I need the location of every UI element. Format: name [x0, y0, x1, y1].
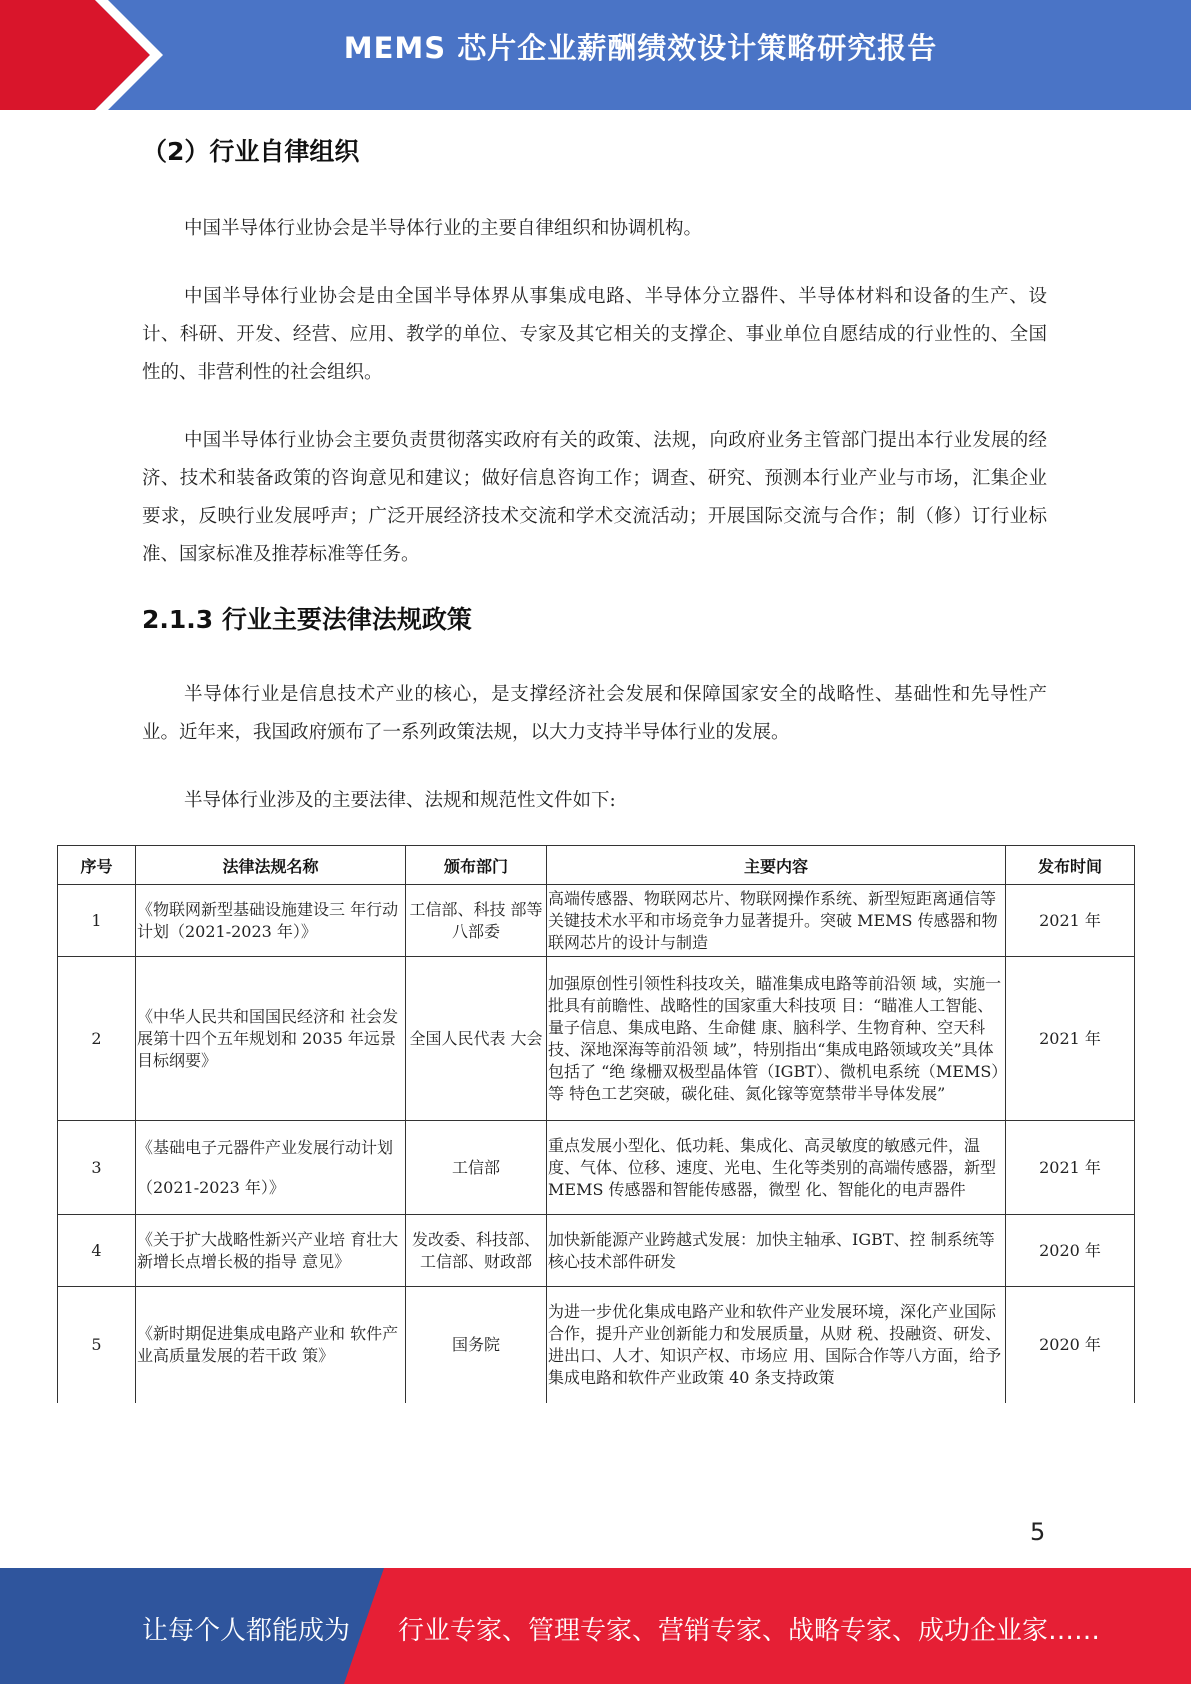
column-header: 发布时间 — [1006, 846, 1135, 885]
issuing-dept: 工信部、科技 部等八部委 — [406, 885, 547, 957]
column-header: 法律法规名称 — [136, 846, 406, 885]
main-content-cell: 重点发展小型化、低功耗、集成化、高灵敏度的敏感元件，温度、气体、位移、速度、光电、生化等类别的高端传感器，新型 MEMS 传感器和智能传感器，微型 化、智能化的电声器件 — [547, 1121, 1006, 1215]
law-name: 《基础电子元器件产业发展行动计划（2021-2023 年）》 — [136, 1121, 406, 1215]
main-content-cell: 为进一步优化集成电路产业和软件产业发展环境，深化产业国际合作，提升产业创新能力和发展质量，从财 税、投融资、研发、进出口、人才、知识产权、市场应 用、国际合作等八方面，给予集成电路和软件产业政策 40 条支持政策 — [547, 1287, 1006, 1403]
main-content-cell: 加强原创性引领性科技攻关，瞄准集成电路等前沿领 域，实施一批具有前瞻性、战略性的国家重大科技项 目：“瞄准人工智能、量子信息、集成电路、生命健 康、脑科学、生物育种、空天科技、深地深海等前沿领 域”，特别指出“集成电路领域攻关”具体包括了 “绝 缘栅双极型晶体管（IGBT）、微机电系统（MEMS）等 特色工艺突破，碳化硅、氮化镓等宽禁带半导体发展” — [547, 957, 1006, 1121]
page-footer — [0, 1568, 1191, 1684]
section-heading-self-regulation: （2）行业自律组织 — [142, 137, 360, 166]
paragraph: 半导体行业涉及的主要法律、法规和规范性文件如下: — [184, 790, 616, 811]
row-number: 3 — [58, 1121, 136, 1215]
column-header: 序号 — [58, 846, 136, 885]
table-row — [58, 1287, 1135, 1403]
row-number: 1 — [58, 885, 136, 957]
row-number: 4 — [58, 1215, 136, 1287]
page-header — [0, 0, 1191, 110]
issuing-dept: 全国人民代表 大会 — [406, 957, 547, 1121]
table-header-row — [58, 846, 1135, 885]
section-heading-laws: 2.1.3 行业主要法律法规政策 — [142, 605, 472, 634]
main-content-cell: 高端传感器、物联网芯片、物联网操作系统、新型短距离通信等关键技术水平和市场竞争力显著提升。突破 MEMS 传感器和物联网芯片的设计与制造 — [547, 885, 1006, 957]
report-title: MEMS 芯片企业薪酬绩效设计策略研究报告 — [343, 31, 938, 65]
issue-date: 2021 年 — [1006, 1121, 1135, 1215]
page-number: 5 — [1030, 1518, 1046, 1546]
footer-slogan-left: 让每个人都能成为 — [142, 1616, 351, 1646]
column-header: 主要内容 — [547, 846, 1006, 885]
issue-date: 2020 年 — [1006, 1287, 1135, 1403]
paragraph: 中国半导体行业协会是由全国半导体界从事集成电路、半导体分立器件、半导体材料和设备的生产、设计、科研、开发、经营、应用、教学的单位、专家及其它相关的支撑企、事业单位自愿结成的行业性的、全国性的、非营利性的社会组织。 — [142, 286, 1047, 383]
table-row — [58, 885, 1135, 957]
issue-date: 2020 年 — [1006, 1215, 1135, 1287]
issue-date: 2021 年 — [1006, 885, 1135, 957]
paragraph: 中国半导体行业协会主要负责贯彻落实政府有关的政策、法规，向政府业务主管部门提出本行业发展的经济、技术和装备政策的咨询意见和建议；做好信息咨询工作；调查、研究、预测本行业产业与市场，汇集企业要求，反映行业发展呼声；广泛开展经济技术交流和学术交流活动；开展国际交流与合作；制（修）订行业标准、国家标准及推荐标准等任务。 — [142, 430, 1047, 565]
row-number: 2 — [58, 957, 136, 1121]
paragraph: 半导体行业是信息技术产业的核心，是支撑经济社会发展和保障国家安全的战略性、基础性和先导性产业。近年来，我国政府颁布了一系列政策法规，以大力支持半导体行业的发展。 — [142, 684, 1047, 743]
issuing-dept: 国务院 — [406, 1287, 547, 1403]
paragraph: 中国半导体行业协会是半导体行业的主要自律组织和协调机构。 — [184, 218, 703, 239]
table-row — [58, 1215, 1135, 1287]
column-header: 颁布部门 — [406, 846, 547, 885]
table-row — [58, 1121, 1135, 1215]
main-content-cell: 加快新能源产业跨越式发展：加快主轴承、IGBT、控 制系统等核心技术部件研发 — [547, 1215, 1006, 1287]
table-row — [58, 957, 1135, 1121]
issuing-dept: 发改委、科技部、工信部、财政部 — [406, 1215, 547, 1287]
law-name: 《新时期促进集成电路产业和 软件产业高质量发展的若干政 策》 — [136, 1287, 406, 1403]
law-name: 《关于扩大战略性新兴产业培 育壮大新增长点增长极的指导 意见》 — [136, 1215, 406, 1287]
laws-table — [57, 845, 1135, 1403]
footer-slogan-right: 行业专家、管理专家、营销专家、战略专家、成功企业家…… — [398, 1616, 1101, 1646]
issue-date: 2021 年 — [1006, 957, 1135, 1121]
row-number: 5 — [58, 1287, 136, 1403]
issuing-dept: 工信部 — [406, 1121, 547, 1215]
law-name: 《物联网新型基础设施建设三 年行动计划（2021-2023 年）》 — [136, 885, 406, 957]
law-name: 《中华人民共和国国民经济和 社会发展第十四个五年规划和 2035 年远景目标纲要》 — [136, 957, 406, 1121]
